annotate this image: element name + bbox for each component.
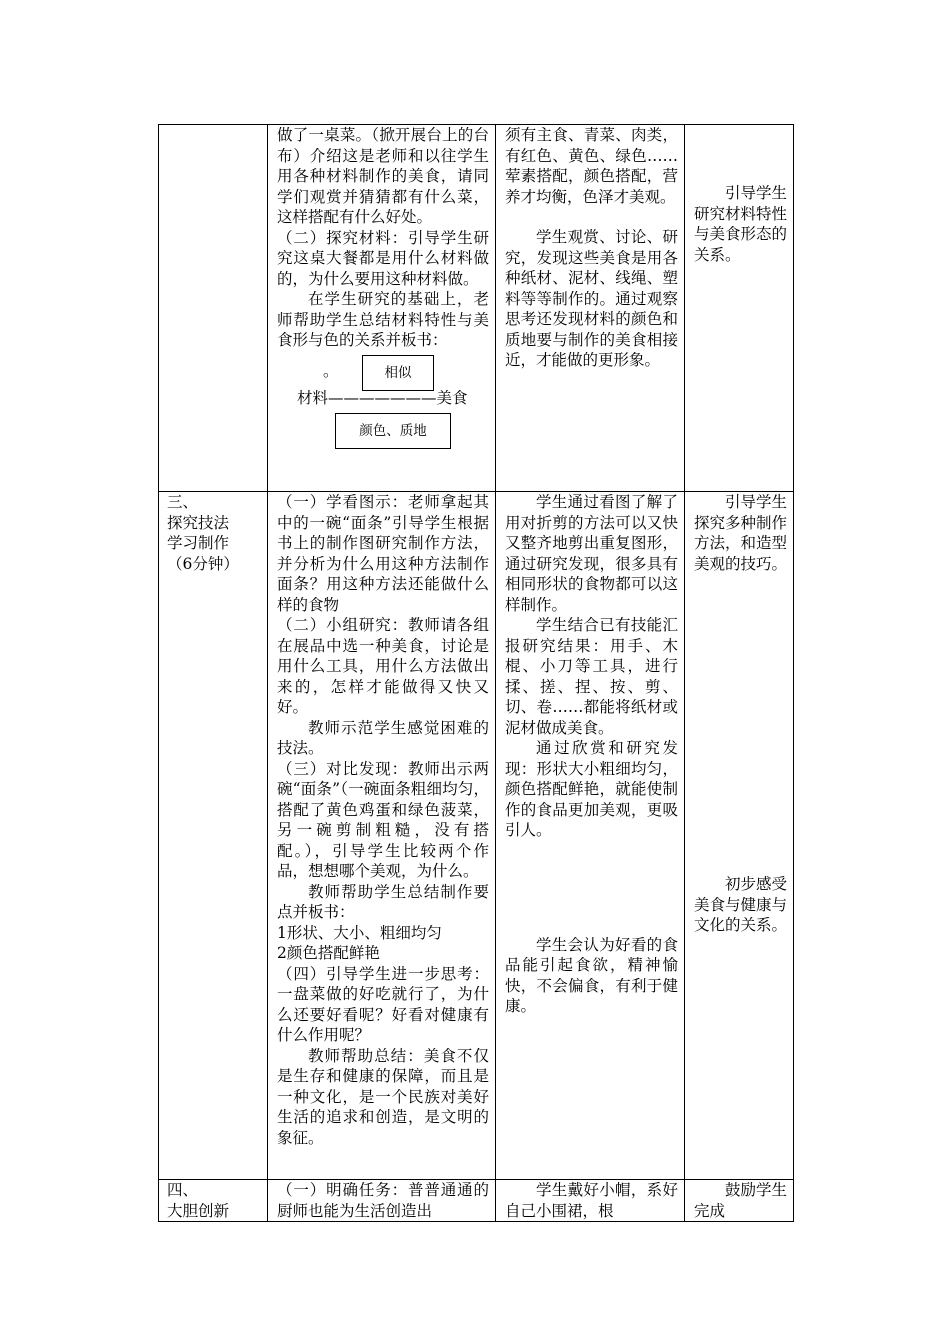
diagram-box-color-texture: 颜色、质地 [335, 413, 451, 449]
paragraph: 在学生研究的基础上，老师帮助学生总结材料特性与美食形与色的关系并板书： [277, 290, 489, 349]
paragraph: （三）对比发现：教师出示两碗“面条”（一碗面条粗细均匀，搭配了黄色鸡蛋和绿色菠菜，另一碗剪制粗糙，没有搭配。），引导学生比较两个作品，想想哪个美观，为什么。 [277, 759, 489, 880]
teacher-activity-cell [268, 125, 496, 492]
student-activity-cell [496, 125, 685, 492]
paragraph: 学生观赏、讨论、研究，发现这些美食是用各种纸材、泥材、线绳、塑料等等制作的。通过观察思考还发现材料的颜色和质地要与制作的美食相接近，才能做的更形象。 [505, 228, 678, 369]
student-activity-cell [496, 1180, 685, 1222]
paragraph: 须有主食、青菜、肉类，有红色、黄色、绿色……荤素搭配，颜色搭配，营养才均衡，色泽才美观。 [505, 126, 678, 206]
paragraph: 教师示范学生感觉困难的技法。 [277, 718, 489, 757]
board-diagram [277, 351, 489, 443]
table-row [159, 492, 794, 1180]
table-row [159, 1180, 794, 1222]
stage-cell: 四、 大胆创新 [159, 1180, 268, 1222]
paragraph: 教师帮助学生总结制作要点并板书： [277, 882, 489, 921]
stage-cell: 三、 探究技法 学习制作 （6分钟） [159, 492, 268, 1180]
paragraph: 初步感受美食与健康与文化的关系。 [694, 875, 788, 934]
teacher-activity-cell [268, 1180, 496, 1222]
purpose-cell [685, 492, 794, 1180]
paragraph: （四）引导学生进一步思考：一盘菜做的好吃就行了，为什么还要好看呢？好看对健康有什么作用呢？ [277, 964, 489, 1044]
purpose-cell [685, 125, 794, 492]
table-row [159, 125, 794, 492]
paragraph: 引导学生研究材料特性与美食形态的关系。 [694, 184, 788, 264]
paragraph: 2颜色搭配鲜艳 [277, 944, 380, 962]
lesson-plan-table [158, 124, 794, 1222]
paragraph: （一）明确任务：普普通通的厨师也能为生活创造出 [277, 1181, 489, 1220]
paragraph: 引导学生探究多种制作方法，和造型美观的技巧。 [694, 493, 788, 573]
paragraph: 1形状、大小、粗细均匀 [277, 923, 442, 942]
diagram-material-line: 材料———————美食 [297, 388, 468, 407]
paragraph: 学生结合已有技能汇报研究结果：用手、木棍、小刀等工具，进行揉、搓、捏、按、剪、切、卷……都能将纸材或泥材做成美食。 [505, 616, 678, 737]
paragraph: （二）探究材料：引导学生研究这桌大餐都是用什么材料做的，为什么要用这种材料做。 [277, 228, 489, 288]
stage-cell [159, 125, 268, 492]
paragraph: 通过欣赏和研究发现：形状大小粗细均匀，颜色搭配鲜艳，就能使制作的食品更加美观，更吸引人。 [505, 739, 678, 839]
paragraph: 鼓励学生完成 [694, 1181, 788, 1220]
paragraph: 学生通过看图了解了用对折剪的方法可以又快又整齐地剪出重复图形，通过研究发现，很多具有相同形状的食物都可以这样制作。 [505, 493, 678, 614]
paragraph: 学生会认为好看的食品能引起食欲，精神愉快，不会偏食，有利于健康。 [505, 935, 678, 1015]
diagram-dot: 。 [323, 361, 339, 380]
paragraph: 做了一桌菜。（掀开展台上的台布）介绍这是老师和以往学生用各种材料制作的美食，请同学们观赏并猜猜都有什么菜，这样搭配有什么好处。 [277, 126, 489, 226]
paragraph: 学生戴好小帽，系好自己小围裙，根 [505, 1181, 678, 1220]
paragraph: （二）小组研究：教师请各组在展品中选一种美食，讨论是用什么工具，用什么方法做出来的，怎样才能做得又快又好。 [277, 616, 489, 716]
diagram-box-similar: 相似 [362, 355, 434, 391]
paragraph: （一）学看图示：老师拿起其中的一碗“面条”引导学生根据书上的制作图研究制作方法，并分析为什么用这种方法制作面条？用这种方法还能做什么样的食物 [277, 493, 489, 614]
purpose-cell [685, 1180, 794, 1222]
paragraph: 教师帮助总结：美食不仅是生存和健康的保障，而且是一种文化，是一个民族对美好生活的追求和创造，是文明的象征。 [277, 1046, 489, 1147]
teacher-activity-cell [268, 492, 496, 1180]
student-activity-cell [496, 492, 685, 1180]
